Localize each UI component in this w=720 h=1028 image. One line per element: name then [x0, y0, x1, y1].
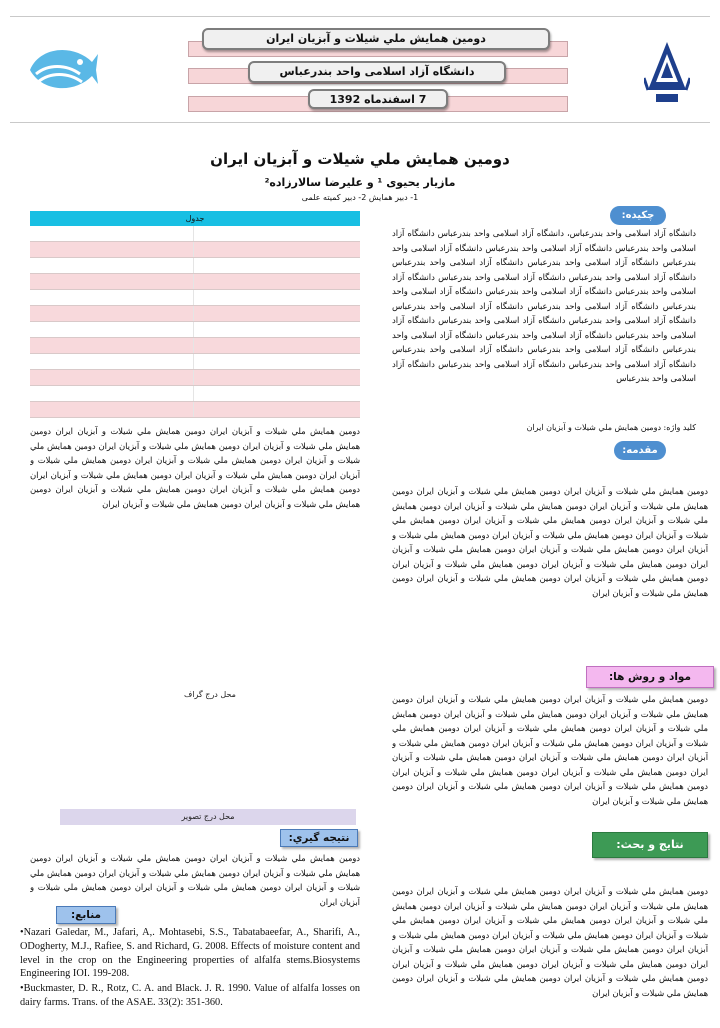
results-text: دومين همايش ملي شيلات و آبزيان ايران دومين همايش ملي شيلات و آبزيان ايران دومين همايش ملي شيلات و آبزيان ايران دومين همايش ملي شيلات و آبزيان ايران دومين همايش ملي شيلات و آبزيان ايران دومين همايش ملي شيلات و آبزيان ايران دومين همايش ملي شيلات و آبزيان ايران دومين همايش ملي شيلات و آبزيان ايران دومين همايش ملي شيلات و آبزيان ايران دومين همايش ملي شيلات و آبزيان ايران دومين همايش ملي شيلات و آبزيان ايران دومين همايش ملي شيلات و آبزيان ايران دومين همايش ملي شيلات و آبزيان ايران دومين همايش ملي شيلات و آبزيان ايران دومين همايش ملي شيلات و آبزيان ايران دومين همايش ملي شيلات و آبزيان ايران — [392, 886, 708, 998]
references-label: منابع: — [56, 906, 116, 924]
table-row — [30, 386, 360, 402]
table-row — [30, 274, 360, 290]
university-emblem-icon — [644, 38, 690, 108]
keywords-text: کلید واژه: دومين همايش ملي شيلات و آبزيان ايران — [526, 423, 696, 432]
table-row — [30, 402, 360, 418]
reference-item: •Nazari Galedar, M., Jafari, A,. Mohtasebi, S.S., Tabatabaeefar, A., Sharifi, A., ODogherty, M.J., Rafiee, S. and Richard, G. 2008. Effects of moisture content and level in the crop on the Engineering properties of alfalfa stems.Biosystems Engineering IOI. 199-208. — [20, 927, 360, 980]
abstract-label: چكيده: — [610, 206, 666, 225]
paper-authors: مازیار یحیوی ¹ و علیرضا سالارزاده² — [264, 176, 456, 189]
header-box-date: 7 اسفندماه 1392 — [308, 89, 448, 109]
fish-logo-icon — [22, 40, 102, 100]
table-row — [30, 354, 360, 370]
graph-placeholder-caption: محل درج گراف — [184, 690, 236, 699]
table-row — [30, 370, 360, 386]
data-table — [30, 211, 360, 418]
table-row — [30, 226, 360, 242]
header-bottom-rule — [10, 122, 710, 123]
methods-label: مواد و روش ها: — [586, 666, 714, 688]
left-body-text: دومين همايش ملي شيلات و آبزيان ايران دومين همايش ملي شيلات و آبزيان ايران دومين همايش ملي شيلات و آبزيان ايران دومين همايش ملي شيلات و آبزيان ايران دومين همايش ملي شيلات و آبزيان ايران دومين همايش ملي شيلات و آبزيان ايران دومين همايش ملي شيلات و آبزيان ايران دومين همايش ملي شيلات و آبزيان ايران دومين همايش ملي شيلات و آبزيان ايران دومين همايش ملي شيلات و آبزيان ايران دومين همايش ملي شيلات و آبزيان ايران دومين همايش ملي شيلات و آبزيان ايران دومين همايش ملي شيلات و آبزيان ايران — [30, 426, 360, 509]
methods-text: دومين همايش ملي شيلات و آبزيان ايران دومين همايش ملي شيلات و آبزيان ايران دومين همايش ملي شيلات و آبزيان ايران دومين همايش ملي شيلات و آبزيان ايران دومين همايش ملي شيلات و آبزيان ايران دومين همايش ملي شيلات و آبزيان ايران دومين همايش ملي شيلات و آبزيان ايران دومين همايش ملي شيلات و آبزيان ايران دومين همايش ملي شيلات و آبزيان ايران دومين همايش ملي شيلات و آبزيان ايران دومين همايش ملي شيلات و آبزيان ايران دومين همايش ملي شيلات و آبزيان ايران دومين همايش ملي شيلات و آبزيان ايران دومين همايش ملي شيلات و آبزيان ايران دومين همايش ملي شيلات و آبزيان ايران دومين همايش ملي شيلات و آبزيان ايران — [392, 694, 708, 806]
paper-title: دومين همايش ملي شيلات و آبزيان ايران — [210, 150, 510, 168]
table-row — [30, 338, 360, 354]
table-caption: جدول — [30, 211, 360, 226]
intro-label: مقدمه: — [614, 441, 666, 460]
conclusion-text: دومين همايش ملي شيلات و آبزيان ايران دومين همايش ملي شيلات و آبزيان ايران دومين همايش ملي شيلات و آبزيان ايران دومين همايش ملي شيلات و آبزيان ايران دومين همايش ملي شيلات و آبزيان ايران دومين همايش ملي شيلات و آبزيان ايران دومين همايش ملي شيلات و آبزيان ايران — [30, 853, 360, 907]
reference-item: •Buckmaster, D. R., Rotz, C. A. and Black. J. R. 1990. Value of alfalfa losses on dairy farms. Trans. of the ASAE. 33(2): 351-360. — [20, 983, 360, 1008]
table-row — [30, 322, 360, 338]
conclusion-label: نتيجه گيري: — [280, 829, 358, 847]
intro-text: دومين همايش ملي شيلات و آبزيان ايران دومين همايش ملي شيلات و آبزيان ايران دومين همايش ملي شيلات و آبزيان ايران دومين همايش ملي شيلات و آبزيان ايران دومين همايش ملي شيلات و آبزيان ايران دومين همايش ملي شيلات و آبزيان ايران دومين همايش ملي شيلات و آبزيان ايران دومين همايش ملي شيلات و آبزيان ايران دومين همايش ملي شيلات و آبزيان ايران دومين همايش ملي شيلات و آبزيان ايران دومين همايش ملي شيلات و آبزيان ايران دومين همايش ملي شيلات و آبزيان ايران دومين همايش ملي شيلات و آبزيان ايران دومين همايش ملي شيلات و آبزيان ايران دومين همايش ملي شيلات و آبزيان ايران دومين همايش ملي شيلات و آبزيان ايران — [392, 486, 708, 598]
table-row — [30, 258, 360, 274]
image-placeholder-caption: محل درج تصویر — [60, 809, 356, 825]
header-box-conference: دومين همايش ملي شيلات و آبزيان ايران — [202, 28, 550, 50]
table-row — [30, 242, 360, 258]
paper-affiliation: 1- دبیر همایش 2- دبیر کمیته علمی — [301, 193, 419, 202]
table-row — [30, 306, 360, 322]
header-top-rule — [10, 16, 710, 17]
header-box-university: دانشگاه آزاد اسلامی واحد بندرعباس — [248, 61, 506, 83]
table-row — [30, 290, 360, 306]
results-label: نتايج و بحث: — [592, 832, 708, 858]
abstract-text: دانشگاه آزاد اسلامی واحد بندرعباس، دانشگاه آزاد اسلامی واحد بندرعباس دانشگاه آزاد اسلامی واحد بندرعباس دانشگاه آزاد اسلامی واحد بندرعباس دانشگاه آزاد اسلامی واحد بندرعباس دانشگاه آزاد اسلامی واحد بندرعباس دانشگاه آزاد اسلامی واحد بندرعباس دانشگاه آزاد اسلامی واحد بندرعباس دانشگاه آزاد اسلامی واحد بندرعباس دانشگاه آزاد اسلامی واحد بندرعباس دانشگاه آزاد اسلامی واحد بندرعباس دانشگاه آزاد اسلامی واحد بندرعباس دانشگاه آزاد اسلامی واحد بندرعباس دانشگاه آزاد اسلامی واحد بندرعباس دانشگاه آزاد اسلامی واحد بندرعباس دانشگاه آزاد اسلامی واحد بندرعباس دانشگاه آزاد اسلامی واحد بندرعباس دانشگاه آزاد اسلامی واحد بندرعباس دانشگاه آزاد اسلامی واحد بندرعباس دانشگاه آزاد اسلامی واحد بندرعباس دانشگاه آزاد اسلامی واحد بندرعباس دانشگاه آزاد اسلامی واحد بندرعباس دانشگاه آزاد اسلامی واحد بندرعباس دانشگاه آزاد اسلامی واحد بندرعباس — [392, 228, 696, 383]
